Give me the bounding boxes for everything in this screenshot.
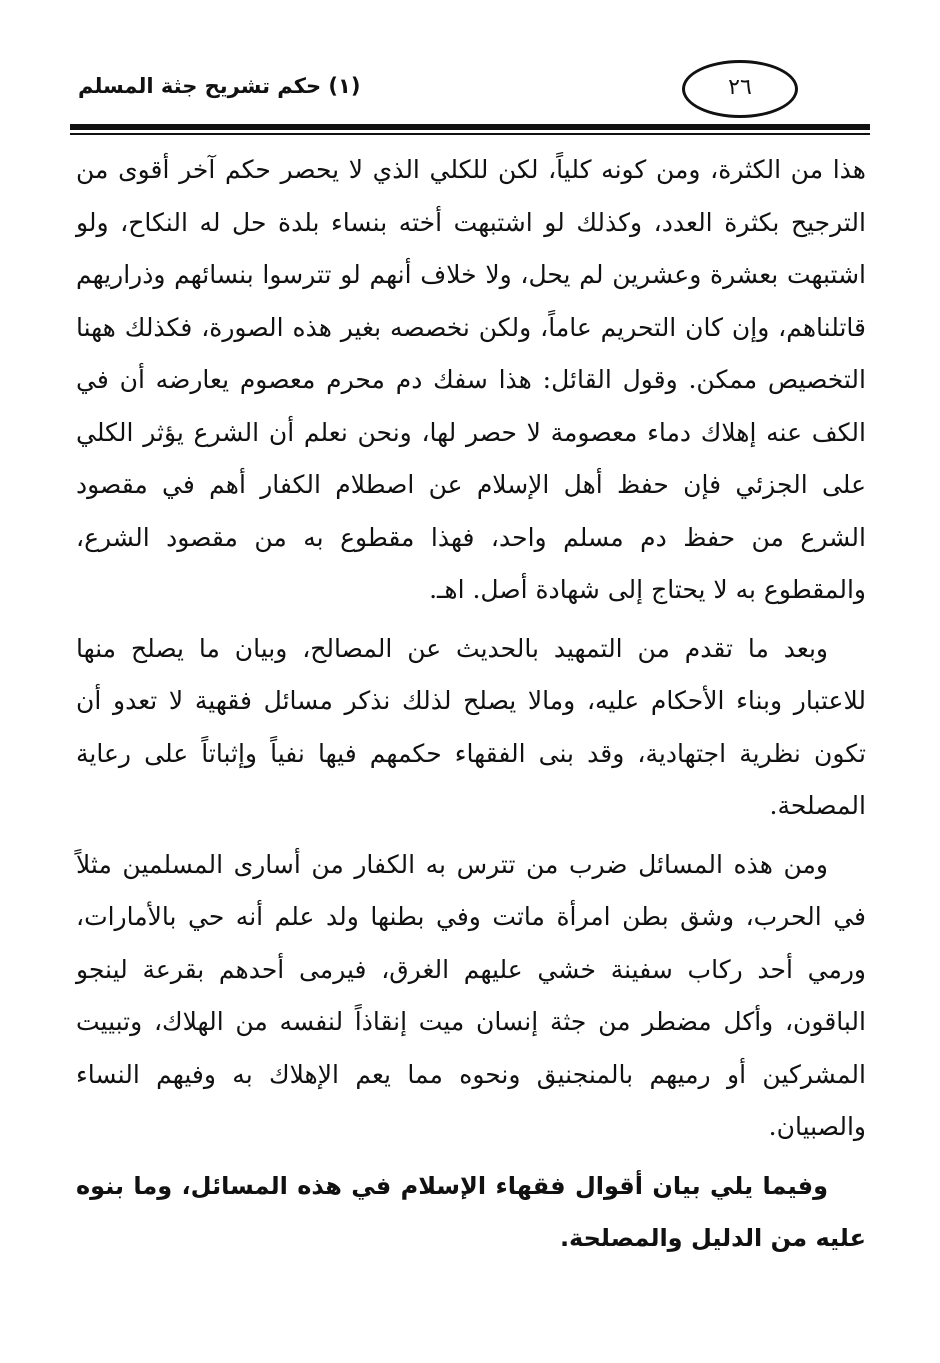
paragraph-4: وفيما يلي بيان أقوال فقهاء الإسلام في هذه المسائل، وما بنوه عليه من الدليل والمصلحة. [76,1171,866,1252]
paragraph-3: ومن هذه المسائل ضرب من تترس به الكفار من أسارى المسلمين مثلاً في الحرب، وشق بطن امرأة ماتت وفي بطنها ولد علم أنه حي بالأمارات، ورمي أحد ركاب سفينة خشي عليهم الغرق، فيرمى أحدهم بقرعة لينجو الباقون، وأكل مضطر من جثة إنسان ميت إنقاذاً لنفسه من الهلاك، وتبييت المشركين أو رميهم بالمنجنيق ونحوه مما يعم الإهلاك به وفيهم النساء والصبيان. [76,849,866,1141]
running-title: (١) حكم تشريح جثة المسلم [78,74,361,98]
body-text [76,144,866,1265]
paragraph-1: هذا من الكثرة، ومن كونه كلياً، لكن للكلي الذي لا يحصر حكم آخر أقوى من الترجيح بكثرة العدد، وكذلك لو اشتبهت أخته بنساء بلدة حل له النكاح، ولو اشتبهت بعشرة وعشرين لم يحل، ولا خلاف أنهم لو تترسوا بنسائهم وذراريهم قاتلناهم، وإن كان التحريم عاماً، ولكن نخصصه بغير هذه الصورة، فكذلك ههنا التخصيص ممكن. وقول القائل: هذا سفك دم محرم معصوم يعارضه أن في الكف عنه إهلاك دماء معصومة لا حصر لها، ونحن نعلم أن الشرع يؤثر الكلي على الجزئي فإن حفظ أهل الإسلام عن اصطلام الكفار أهم في مقصود الشرع من حفظ دم مسلم واحد، فهذا مقطوع به من مقصود الشرع، والمقطوع به لا يحتاج إلى شهادة أصل. اهـ. [76,155,866,604]
page-number-oval [682,60,798,118]
page-number: ٢٦ [728,75,752,100]
page-header [70,56,870,126]
header-rule-thin [70,133,870,135]
paragraph-2: وبعد ما تقدم من التمهيد بالحديث عن المصالح، وبيان ما يصلح منها للاعتبار وبناء الأحكام عليه، ومالا يصلح لذلك نذكر مسائل فقهية لا تعدو أن تكون نظرية اجتهادية، وقد بنى الفقهاء حكمهم فيها نفياً وإثباتاً على رعاية المصلحة. [76,633,866,820]
header-rule-thick [70,124,870,130]
